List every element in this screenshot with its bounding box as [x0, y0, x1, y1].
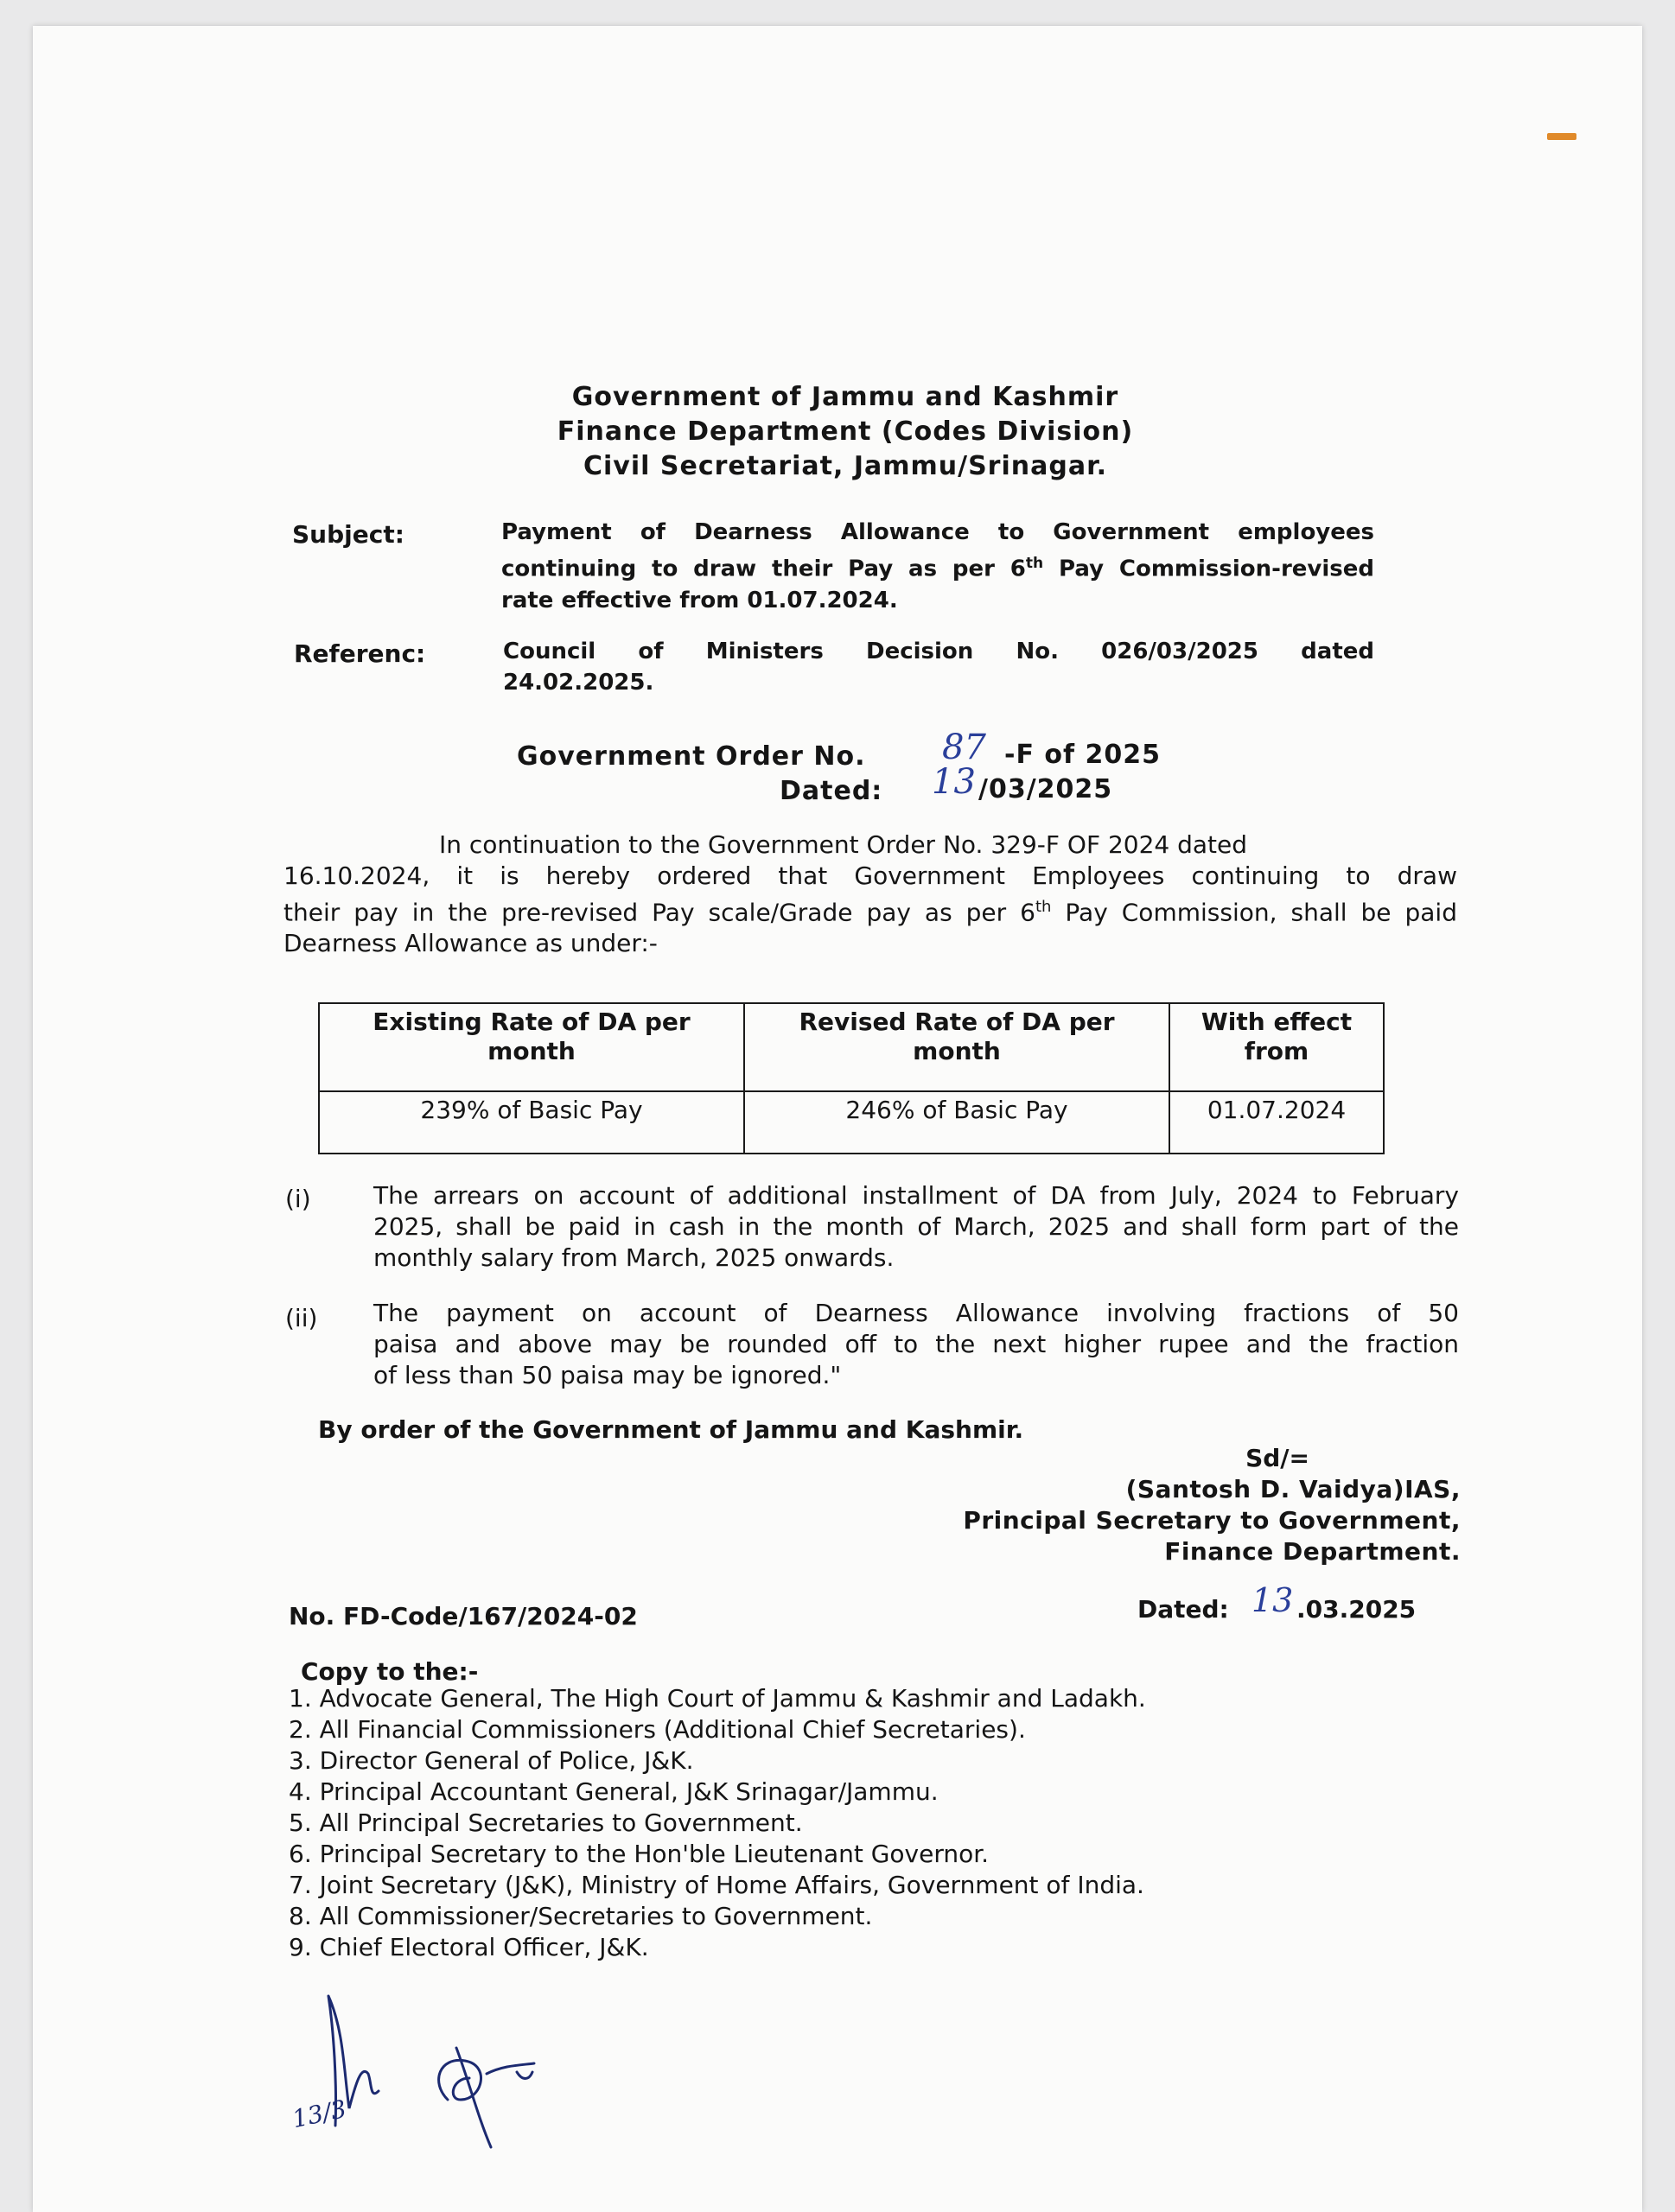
order-number-label: Government Order No.: [517, 741, 866, 772]
list-item: 6. Principal Secretary to the Hon'ble Lieutenant Governor.: [289, 1840, 990, 1868]
document-page: [33, 26, 1642, 2212]
da-rate-table: [318, 1002, 1385, 1154]
signature-sd: Sd/=: [1245, 1444, 1309, 1472]
order-number-handwritten: 87: [942, 728, 986, 767]
intro-superscript: th: [1035, 898, 1052, 916]
copy-heading: Copy to the:-: [301, 1657, 479, 1686]
reference-label: Referenc:: [294, 639, 426, 668]
intro-line-1: In continuation to the Government Order No. 329-F OF 2024 dated: [439, 830, 1248, 859]
point-2-line-2: paisa and above may be rounded off to the next higher rupee and the fraction: [373, 1330, 1459, 1358]
intro-line-2: 16.10.2024, it is hereby ordered that Government Employees continuing to draw: [283, 861, 1457, 890]
point-2-number: (ii): [285, 1304, 318, 1332]
order-dated-label: Dated:: [780, 776, 883, 806]
subject-line-2: [501, 548, 1374, 585]
point-1-line-3: monthly salary from March, 2025 onwards.: [373, 1243, 895, 1272]
intro-line-3: [283, 892, 1457, 928]
edge-mark-icon: [1547, 133, 1576, 140]
subject-line-3: rate effective from 01.07.2024.: [501, 587, 898, 613]
subject-text: [501, 517, 1374, 616]
endorsement-dated-label: Dated:: [1137, 1595, 1229, 1624]
subject-label: Subject:: [292, 520, 404, 549]
signature-name: (Santosh D. Vaidya)IAS,: [1125, 1475, 1461, 1503]
order-date-rest: /03/2025: [978, 774, 1113, 804]
point-2-line-3: of less than 50 paisa may be ignored.": [373, 1361, 842, 1389]
endorsement-day-handwritten: 13: [1251, 1581, 1294, 1619]
reference-line-2: 24.02.2025.: [503, 670, 654, 696]
handwritten-initials-icon: [318, 1979, 577, 2152]
intro-line-3b: Pay Commission, shall be paid: [1065, 898, 1457, 927]
subject-line-2b: Pay Commission-revised: [1058, 556, 1374, 582]
point-1-number: (i): [285, 1185, 311, 1213]
subject-superscript: th: [1025, 555, 1044, 572]
table-cell-effect: 01.07.2024: [1169, 1091, 1384, 1154]
order-number-suffix: -F of 2025: [1004, 740, 1161, 770]
order-day-handwritten: 13: [932, 762, 976, 802]
endorsement-date-rest: .03.2025: [1296, 1595, 1417, 1624]
list-item: 9. Chief Electoral Officer, J&K.: [289, 1933, 649, 1961]
intro-line-3a: their pay in the pre-revised Pay scale/Grade pay as per 6: [283, 898, 1035, 927]
header-line-2: Finance Department (Codes Division): [557, 416, 1134, 447]
reference-line-1: Council of Ministers Decision No. 026/03/2025 dated: [503, 639, 1374, 664]
copy-list: [289, 1683, 1146, 1963]
table-header-effect: With effect from: [1169, 1003, 1384, 1091]
list-item: 8. All Commissioner/Secretaries to Government.: [289, 1902, 873, 1930]
signature-block: [811, 1443, 1461, 1567]
point-1-text: [373, 1180, 1459, 1274]
point-2-line-1: The payment on account of Dearness Allowance involving fractions of 50: [373, 1299, 1459, 1327]
list-item: 5. All Principal Secretaries to Government.: [289, 1808, 803, 1837]
intro-line-4: Dearness Allowance as under:-: [283, 929, 658, 958]
table-row: [319, 1091, 1384, 1154]
table-cell-revised: 246% of Basic Pay: [744, 1091, 1169, 1154]
list-item: 2. All Financial Commissioners (Additional Chief Secretaries).: [289, 1715, 1026, 1744]
list-item: 1. Advocate General, The High Court of Jammu & Kashmir and Ladakh.: [289, 1684, 1146, 1713]
list-item: 7. Joint Secretary (J&K), Ministry of Home Affairs, Government of India.: [289, 1871, 1144, 1899]
signature-department: Finance Department.: [1164, 1537, 1461, 1566]
by-order-line: By order of the Government of Jammu and Kashmir.: [318, 1415, 1024, 1444]
handwritten-date-note: 13/3: [290, 2094, 349, 2134]
subject-line-1: Payment of Dearness Allowance to Government employees: [501, 519, 1374, 545]
point-2-text: [373, 1298, 1459, 1391]
header-line-1: Government of Jammu and Kashmir: [571, 382, 1119, 412]
header-line-3: Civil Secretariat, Jammu/Srinagar.: [583, 451, 1107, 481]
point-1-line-2: 2025, shall be paid in cash in the month of March, 2025 and shall form part of the: [373, 1212, 1459, 1241]
table-cell-existing: 239% of Basic Pay: [319, 1091, 744, 1154]
reference-text: [503, 636, 1374, 698]
list-item: 3. Director General of Police, J&K.: [289, 1746, 694, 1775]
intro-paragraph: [283, 830, 1457, 959]
table-header-revised: Revised Rate of DA per month: [744, 1003, 1169, 1091]
endorsement-number: No. FD-Code/167/2024-02: [289, 1602, 638, 1630]
table-header-existing: Existing Rate of DA per month: [319, 1003, 744, 1091]
point-1-line-1: The arrears on account of additional installment of DA from July, 2024 to February: [373, 1181, 1459, 1210]
list-item: 4. Principal Accountant General, J&K Srinagar/Jammu.: [289, 1777, 939, 1806]
subject-line-2a: continuing to draw their Pay as per 6: [501, 556, 1026, 582]
table-header-row: [319, 1003, 1384, 1091]
signature-designation: Principal Secretary to Government,: [963, 1506, 1461, 1535]
